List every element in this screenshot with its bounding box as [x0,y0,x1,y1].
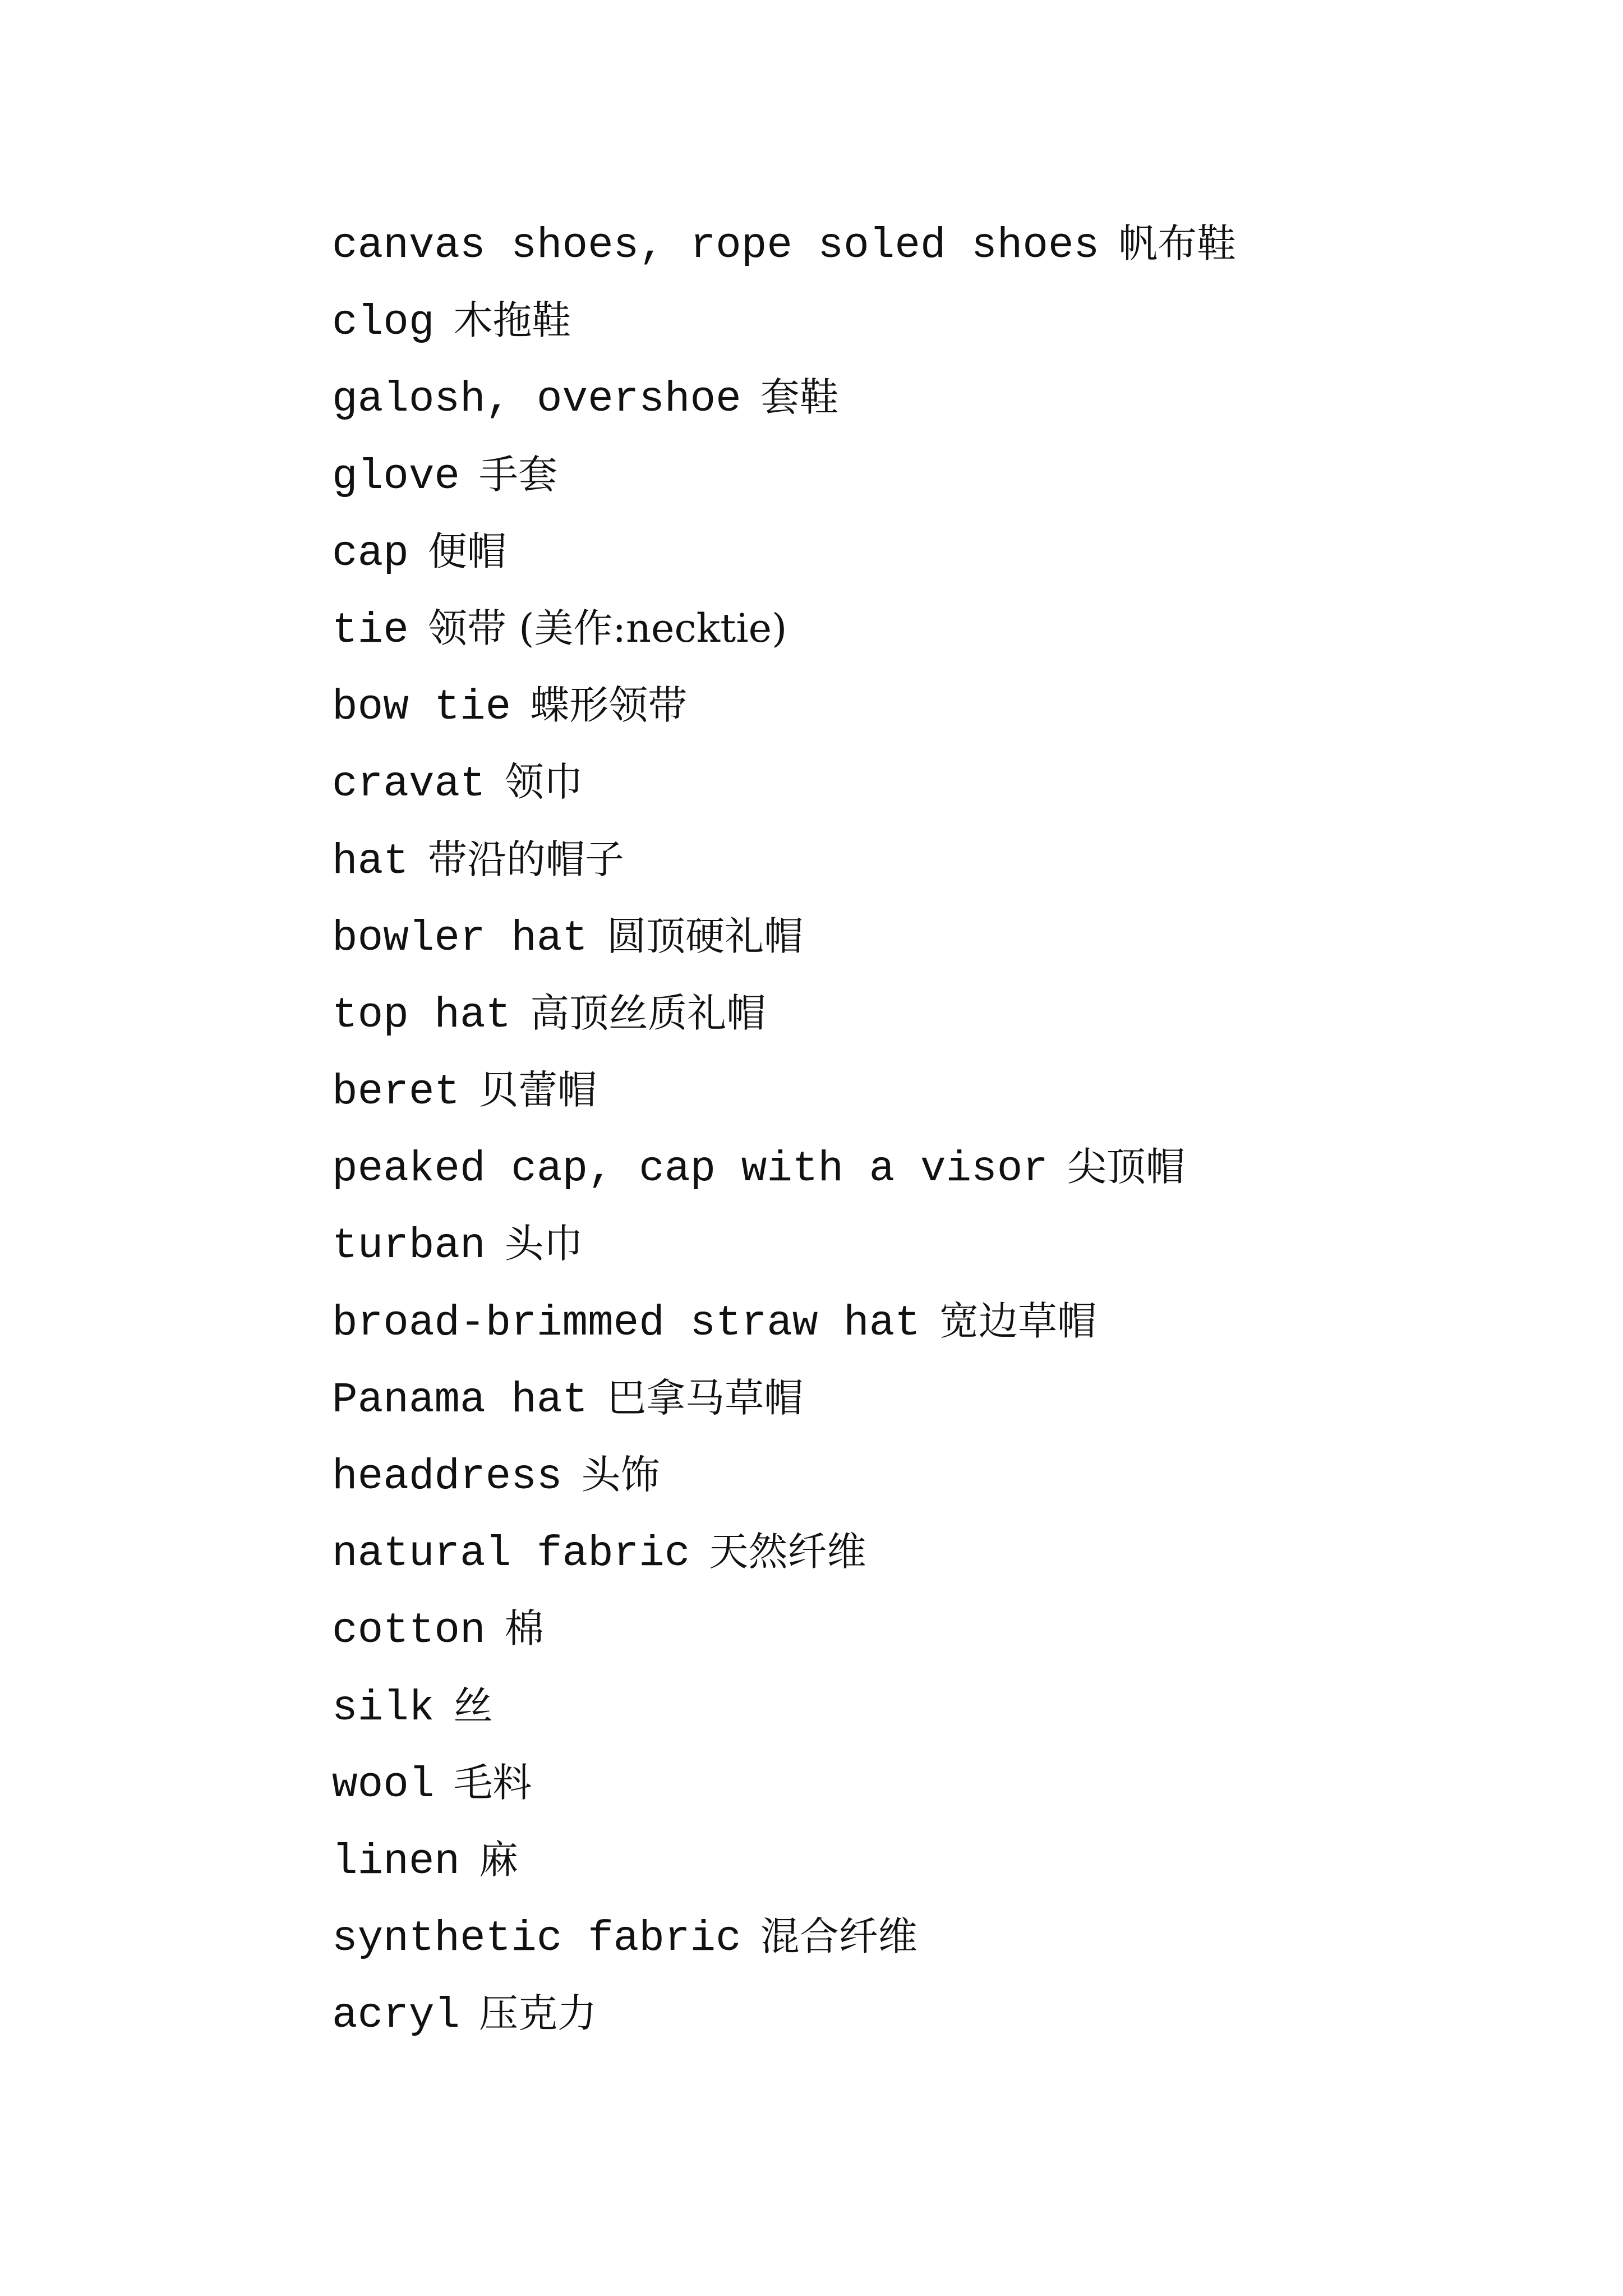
entry-term: cotton [332,1607,486,1655]
entry-gloss: 领带 (美作:necktie) [427,605,787,651]
vocabulary-entry [332,513,1510,590]
entry-term: tie [332,606,409,655]
entry-term: galosh, overshoe [332,375,741,424]
vocabulary-entry [332,821,1510,898]
vocabulary-entry [332,1052,1510,1129]
entry-gloss: 带沿的帽子 [427,836,624,882]
entry-term: turban [332,1222,486,1271]
vocabulary-entry [332,1437,1510,1513]
entry-term: headdress [332,1453,562,1501]
entry-gloss: 宽边草帽 [939,1297,1096,1344]
entry-gloss: 混合纤维 [760,1913,917,1960]
vocabulary-entry [332,1821,1510,1898]
entry-gloss: 套鞋 [760,374,839,421]
entry-term: silk [332,1683,435,1732]
vocabulary-entry [332,436,1510,513]
entry-gloss: 领巾 [504,759,583,806]
entry-term: cap [332,529,409,578]
entry-term: Panama hat [332,1375,588,1424]
vocabulary-entry [332,590,1510,667]
vocabulary-entry [332,667,1510,744]
entry-term: glove [332,452,460,501]
vocabulary-entry [332,1513,1510,1590]
vocabulary-entry [332,898,1510,975]
entry-term: bow tie [332,683,511,732]
vocabulary-list [332,205,1510,2053]
entry-gloss: 棉 [504,1605,544,1652]
entry-gloss: 高顶丝质礼帽 [530,990,766,1036]
entry-term: synthetic fabric [332,1915,741,1963]
vocabulary-entry [332,1745,1510,1821]
entry-gloss: 头饰 [581,1452,660,1498]
entry-term: clog [332,298,435,347]
vocabulary-entry [332,1668,1510,1745]
entry-term: broad-brimmed straw hat [332,1299,920,1347]
vocabulary-entry [332,1129,1510,1205]
vocabulary-entry [332,975,1510,1052]
entry-gloss: 木拖鞋 [453,297,571,344]
entry-gloss: 天然纤维 [709,1529,866,1575]
vocabulary-entry [332,359,1510,436]
entry-gloss: 蝶形领带 [530,682,688,729]
vocabulary-entry [332,282,1510,359]
vocabulary-entry [332,1360,1510,1437]
vocabulary-entry [332,744,1510,821]
entry-gloss: 头巾 [504,1221,583,1267]
vocabulary-entry [332,1975,1510,2052]
entry-term: top hat [332,991,511,1039]
entry-gloss: 贝蕾帽 [479,1067,597,1114]
entry-term: hat [332,837,409,886]
entry-term: natural fabric [332,1530,690,1579]
vocabulary-entry [332,1898,1510,1975]
entry-gloss: 压克力 [479,1990,597,2037]
entry-gloss: 圆顶硬礼帽 [607,913,804,959]
entry-gloss: 丝 [453,1682,493,1729]
entry-term: acryl [332,1991,460,2040]
entry-term: bowler hat [332,914,588,963]
entry-term: canvas shoes, rope soled shoes [332,222,1100,270]
entry-term: beret [332,1068,460,1117]
vocabulary-entry [332,205,1510,282]
entry-term: linen [332,1837,460,1886]
entry-gloss: 麻 [479,1836,519,1883]
vocabulary-entry [332,1205,1510,1282]
vocabulary-entry [332,1283,1510,1360]
entry-gloss: 尖顶帽 [1067,1144,1186,1190]
entry-term: cravat [332,760,486,809]
entry-term: wool [332,1760,435,1809]
entry-gloss: 毛料 [453,1759,532,1806]
entry-gloss: 巴拿马草帽 [607,1374,804,1421]
entry-gloss: 手套 [479,451,558,498]
vocabulary-entry [332,1590,1510,1667]
entry-gloss: 帆布鞋 [1118,220,1237,266]
entry-term: peaked cap, cap with a visor [332,1145,1049,1194]
entry-gloss: 便帽 [427,528,506,574]
